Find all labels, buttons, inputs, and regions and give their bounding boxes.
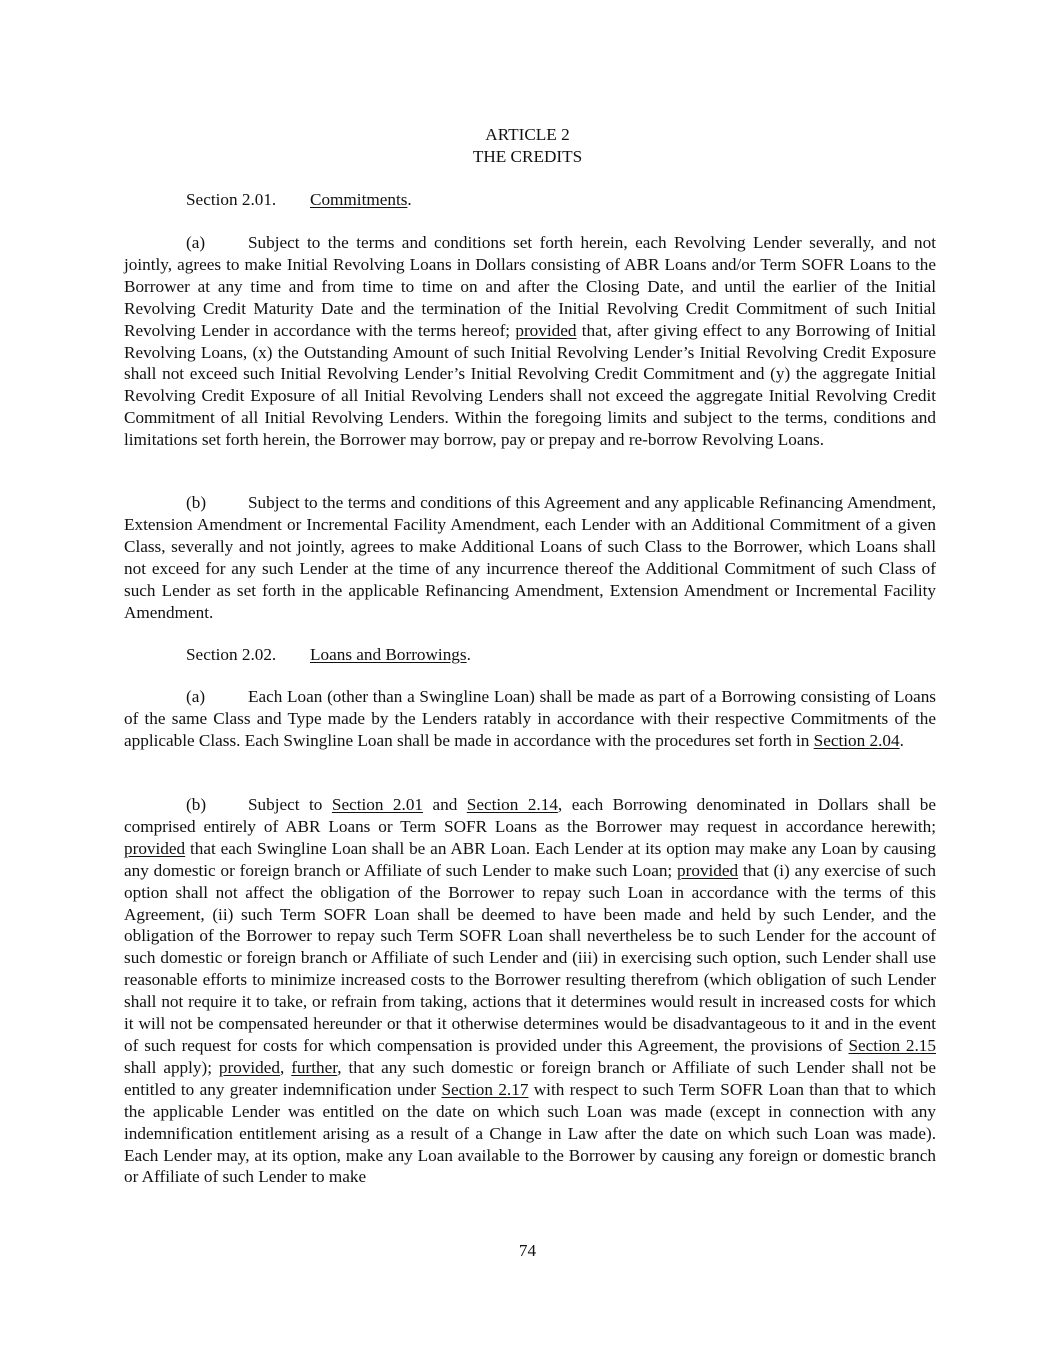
- paragraph-text: that (i) any exercise of such option shall not affect the obligation of the Borrower to repay such Loan in accordance with the terms of this Agreement, (ii) such Term SOFR Loan shall be deemed to have been made and held by such Lender, and the obligation of the Borrower to repay such Term SOFR Loan shall nevertheless be to such Lender for the account of such domestic or foreign branch or Affiliate of such Lender and (iii) in exercising such option, such Lender shall use reasonable efforts to minimize increased costs to the Borrower resulting therefrom (which obligation of such Lender shall not require it to take, or refrain from taking, actions that it determines would result in increased costs for which it will not be compensated hereunder or that it otherwise determines would be disadvantageous to it and in the event of such request for costs for which compensation is provided under this Agreement, the provisions of: [124, 860, 936, 1055]
- section-title: Loans and Borrowings: [310, 645, 467, 664]
- paragraph-text: shall apply);: [124, 1057, 219, 1077]
- provided-term: provided: [515, 320, 577, 340]
- article-title: THE CREDITS: [472, 147, 583, 166]
- paragraph-text: that each Swingline Loan shall be an ABR Loan. Each Lender at its option may make any Loan by causing any domestic or foreign branch or Affiliate of such Lender to make such Loan;: [124, 838, 936, 880]
- paragraph-text: Subject to the terms and conditions set forth herein, each Revolving Lender severally, and not jointly, agrees to make Initial Revolving Loans in Dollars consisting of ABR Loans and/or Term SOFR Loans to the Borrower at any time and from time to time on and after the Closing Date, and until the earlier of the Initial Revolving Credit Maturity Date and the termination of the Initial Revolving Credit Commitment of such Initial Revolving Lender in accordance with the terms hereof;: [124, 233, 936, 340]
- section-reference: Section 2.17: [441, 1079, 529, 1099]
- section-title-period: .: [466, 645, 471, 664]
- paragraph-2-02-a: [124, 686, 936, 752]
- paragraph-label: (b): [186, 795, 207, 814]
- section-title: Commitments: [310, 190, 408, 209]
- section-number: Section 2.02.: [186, 645, 277, 664]
- paragraph-text: , that any such domestic or foreign branch or Affiliate of such Lender shall not be entitled to any greater indemnification under: [124, 1057, 936, 1099]
- paragraph-text: ,: [280, 1057, 292, 1077]
- section-title-period: .: [407, 190, 412, 209]
- paragraph-label: (b): [186, 493, 207, 512]
- provided-term: provided: [218, 1057, 281, 1077]
- section-2-02-heading: [186, 644, 471, 666]
- paragraph-label: (a): [186, 233, 206, 252]
- section-2-01-heading: [186, 189, 412, 211]
- section-reference: Section 2.01: [331, 795, 424, 814]
- provided-term: provided: [677, 860, 739, 880]
- paragraph-text: , each Borrowing denominated in Dollars shall be comprised entirely of ABR Loans or Term SOFR Loans as the Borrower may request in accordance herewith;: [124, 795, 936, 836]
- paragraph-2-02-b: [124, 794, 936, 1188]
- paragraph-text: that, after giving effect to any Borrowing of Initial Revolving Loans, (x) the Outstanding Amount of such Initial Revolving Lender’s Initial Revolving Credit Exposure shall not exceed such Initial Revolving Lender’s Initial Revolving Credit Commitment and (y) the aggregate Initial Revolving Credit Exposure of all Initial Revolving Lenders shall not exceed the aggregate Initial Revolving Credit Commitment of all Initial Revolving Lenders. Within the foregoing limits and subject to the terms, conditions and limitations set forth herein, the Borrower may borrow, pay or prepay and re-borrow Revolving Loans.: [124, 320, 936, 450]
- section-reference: Section 2.14: [466, 795, 558, 814]
- paragraph-text: and: [423, 795, 467, 814]
- paragraph-text: Each Loan (other than a Swingline Loan) shall be made as part of a Borrowing consisting of Loans of the same Class and Type made by the Lenders ratably in accordance with their respective Commitments of the applicable Class. Each Swingline Loan shall be made in accordance with the procedures set forth in: [124, 687, 936, 750]
- article-number: ARTICLE 2: [485, 125, 570, 144]
- provided-term: provided: [124, 838, 186, 858]
- paragraph-2-01-b: [124, 492, 936, 623]
- paragraph-label: (a): [186, 687, 206, 706]
- paragraph-text: .: [899, 730, 904, 750]
- page-number: 74: [518, 1241, 537, 1260]
- section-reference: Section 2.04: [813, 730, 900, 750]
- paragraph-text: Subject to the terms and conditions of this Agreement and any applicable Refinancing Amendment, Extension Amendment or Incremental Facility Amendment, each Lender with an Additional Commitment of a given Class, severally and not jointly, agrees to make Additional Loans of such Class to the Borrower, which Loans shall not exceed for any such Lender at the time of any incurrence thereof the Additional Commitment of such Class of such Lender as set forth in the applicable Refinancing Amendment, Extension Amendment or Incremental Facility Amendment.: [124, 493, 936, 622]
- section-number: Section 2.01.: [186, 190, 277, 209]
- further-term: further: [291, 1057, 338, 1077]
- paragraph-2-01-a: [124, 232, 936, 451]
- paragraph-text: Subject to: [248, 795, 332, 814]
- paragraph-text: with respect to such Term SOFR Loan than that to which the applicable Lender was entitled on the date on which such Loan was made (except in connection with any indemnification entitlement arising as a result of a Change in Law after the date on which such Loan was made). Each Lender may, at its option, make any Loan available to the Borrower by causing any foreign or domestic branch or Affiliate of such Lender to make: [124, 1079, 937, 1187]
- section-reference: Section 2.15: [848, 1035, 936, 1055]
